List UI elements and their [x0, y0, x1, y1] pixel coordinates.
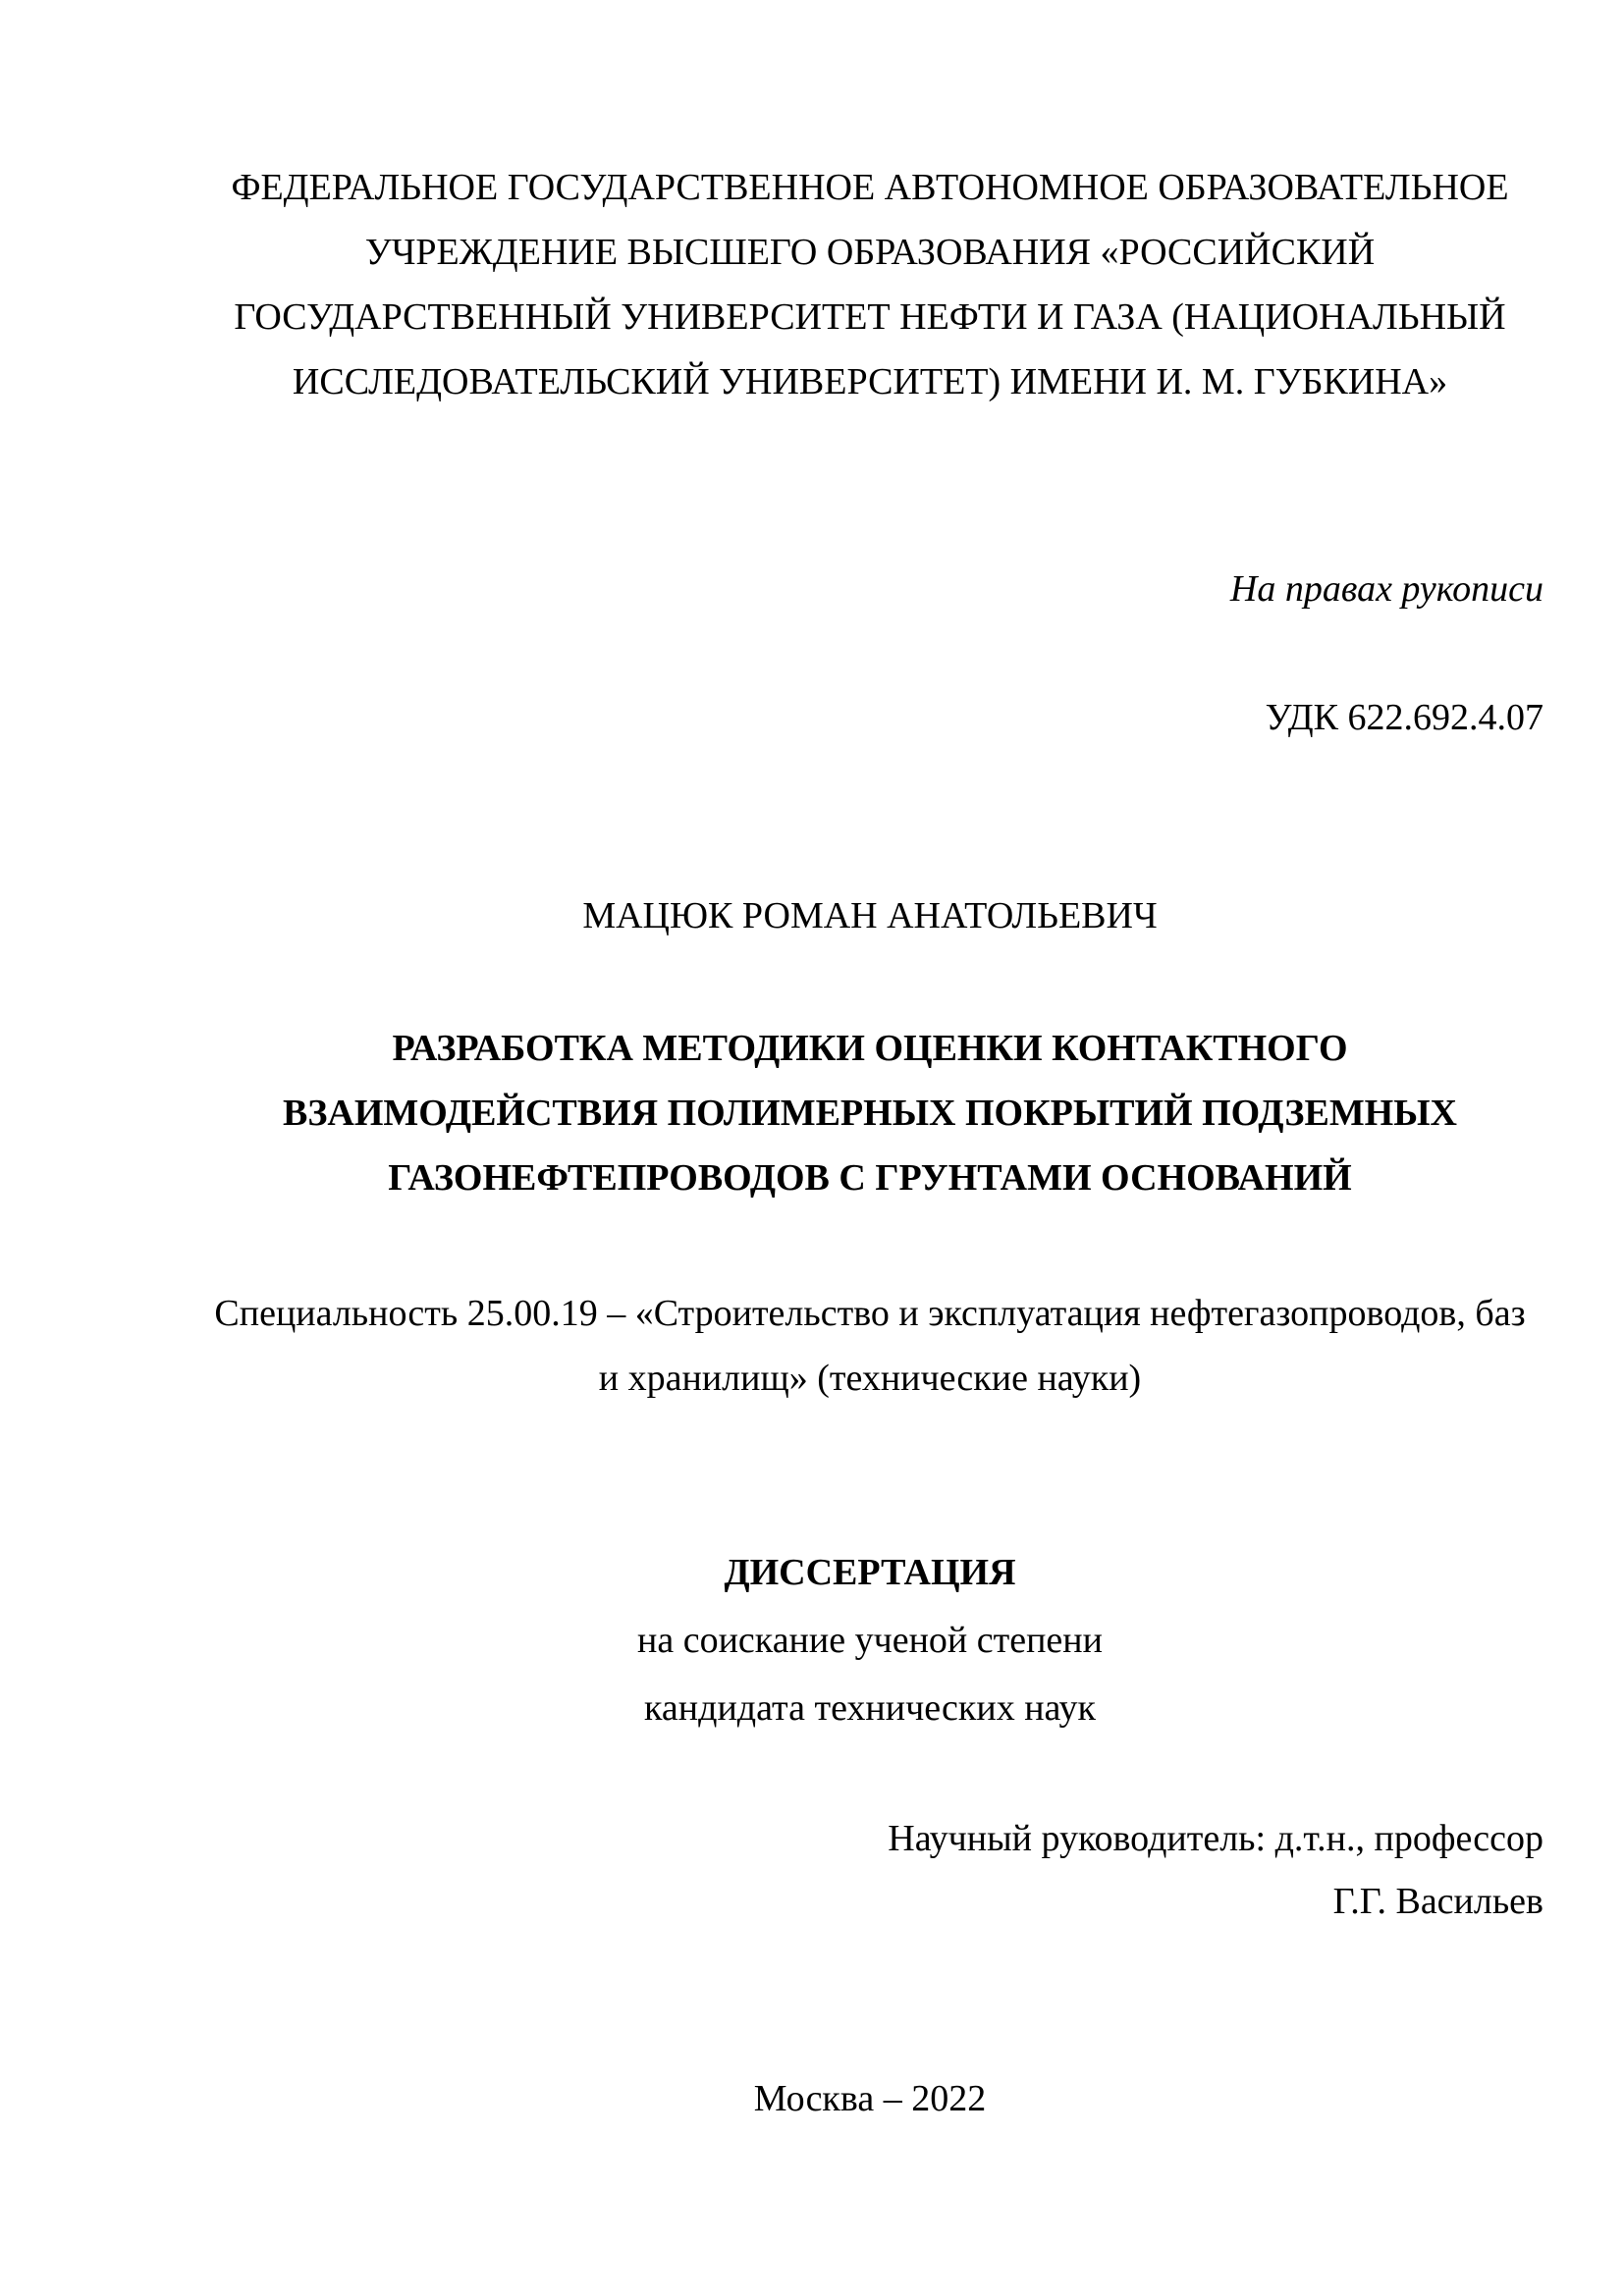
udk-code: УДК 622.692.4.07 [1265, 697, 1543, 738]
degree-line: на соискание ученой степени [637, 1620, 1103, 1661]
institution-header [196, 155, 1543, 414]
author-block [196, 883, 1543, 948]
institution-line: ФЕДЕРАЛЬНОЕ ГОСУДАРСТВЕННОЕ АВТОНОМНОЕ ОБРАЗОВАТЕЛЬНОЕ [231, 167, 1509, 208]
udk-block [196, 685, 1543, 750]
city-year [196, 2066, 1543, 2131]
title-line: ГАЗОНЕФТЕПРОВОДОВ С ГРУНТАМИ ОСНОВАНИЙ [388, 1157, 1352, 1199]
dissertation-heading: ДИССЕРТАЦИЯ [724, 1552, 1016, 1593]
specialty-line: Специальность 25.00.19 – «Строительство и эксплуатация нефтегазопроводов, баз [214, 1293, 1526, 1334]
title-line: РАЗРАБОТКА МЕТОДИКИ ОЦЕНКИ КОНТАКТНОГО [392, 1028, 1348, 1069]
supervisor-line: Научный руководитель: д.т.н., профессор [888, 1818, 1543, 1859]
institution-line: ИССЛЕДОВАТЕЛЬСКИЙ УНИВЕРСИТЕТ) ИМЕНИ И. М. ГУБКИНА» [292, 361, 1448, 402]
manuscript-note-block [196, 557, 1543, 621]
author-name: МАЦЮК РОМАН АНАТОЛЬЕВИЧ [582, 895, 1158, 936]
city-year-text: Москва – 2022 [753, 2078, 987, 2119]
supervisor-name: Г.Г. Васильев [1332, 1881, 1543, 1922]
specialty-block [196, 1281, 1543, 1411]
dissertation-title [196, 1016, 1543, 1210]
institution-line: ГОСУДАРСТВЕННЫЙ УНИВЕРСИТЕТ НЕФТИ И ГАЗА (НАЦИОНАЛЬНЫЙ [234, 296, 1506, 338]
dissertation-degree-block [196, 1539, 1543, 1742]
degree-line: кандидата технических наук [644, 1687, 1096, 1729]
manuscript-note: На правах рукописи [1229, 568, 1543, 610]
specialty-line: и хранилищ» (технические науки) [598, 1358, 1142, 1399]
supervisor-block [196, 1807, 1543, 1933]
institution-line: УЧРЕЖДЕНИЕ ВЫСШЕГО ОБРАЗОВАНИЯ «РОССИЙСКИЙ [364, 232, 1376, 273]
title-line: ВЗАИМОДЕЙСТВИЯ ПОЛИМЕРНЫХ ПОКРЫТИЙ ПОДЗЕМНЫХ [283, 1093, 1457, 1134]
